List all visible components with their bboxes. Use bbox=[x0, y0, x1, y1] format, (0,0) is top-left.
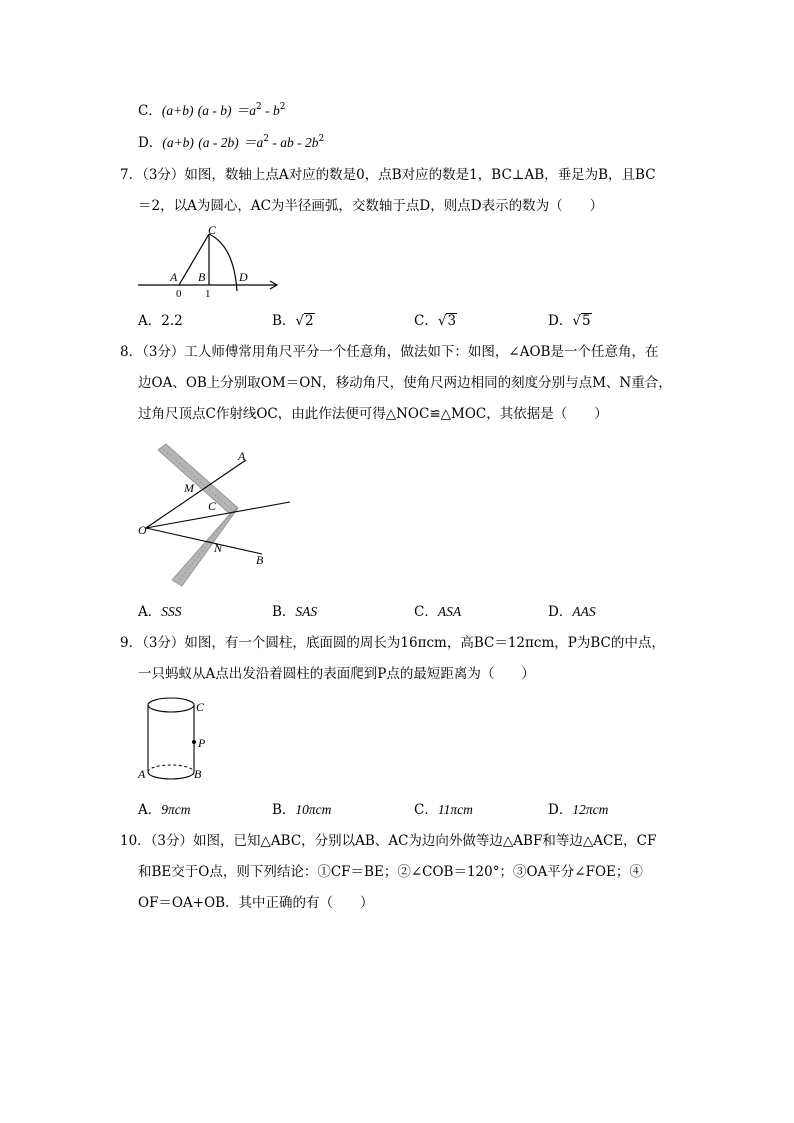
q8-text-line2: 边OA、OB上分别取OM＝ON，移动角尺，使角尺两边相同的刻度分别与点M、N重合， bbox=[138, 375, 672, 391]
q8-option-d-letter: D． bbox=[548, 604, 573, 620]
q9-option-a-text: 9πcm bbox=[161, 802, 191, 817]
tick-0: 0 bbox=[176, 288, 182, 300]
q7-text-line1: 7．（3分）如图，数轴上点A对应的数是0，点B对应的数是1，BC⊥AB，垂足为B，且BC bbox=[120, 167, 656, 183]
label-C: C bbox=[196, 700, 205, 714]
cylinder-bottom-front bbox=[148, 772, 194, 779]
cylinder-top bbox=[148, 698, 194, 712]
sqrt-icon: √2 bbox=[295, 313, 314, 329]
q7-option-b-text: 2 bbox=[305, 313, 314, 329]
label-B: B bbox=[198, 270, 206, 284]
q8-option-c-letter: C． bbox=[414, 604, 438, 620]
label-O: O bbox=[138, 523, 147, 537]
q9-option-c-letter: C． bbox=[414, 802, 438, 818]
q10-text-line3: OF＝OA+OB．其中正确的有（ ） bbox=[138, 895, 374, 911]
q6-option-d-eq: ＝a bbox=[243, 135, 264, 150]
point-P bbox=[192, 740, 196, 744]
q9-option-d-letter: D． bbox=[548, 802, 573, 818]
label-P: P bbox=[198, 736, 206, 750]
q8-option-a[interactable] bbox=[138, 603, 182, 621]
q9-cylinder-figure bbox=[134, 690, 224, 786]
label-N: N bbox=[214, 541, 223, 555]
q6-option-c-exp1: 2 bbox=[256, 102, 262, 112]
q7-option-d[interactable] bbox=[548, 312, 592, 330]
q6-option-d-expr-a: (a+b) bbox=[162, 135, 194, 150]
q8-text-line1: 8．（3分）工人师傅常用角尺平分一个任意角，做法如下：如图，∠AOB是一个任意角，在 bbox=[120, 344, 659, 360]
q9-option-a-letter: A． bbox=[138, 802, 162, 818]
q9-text-line2: 一只蚂蚁从A点出发沿着圆柱的表面爬到P点的最短距离为（ ） bbox=[138, 666, 535, 682]
q9-text-line1: 9．（3分）如图，有一个圆柱，底面圆的周长为16πcm，高BC＝12πcm，P为BC的中点， bbox=[120, 635, 665, 651]
q9-option-c[interactable] bbox=[414, 801, 473, 819]
q6-option-c-expr-a: (a+b) bbox=[161, 103, 194, 118]
q6-option-c bbox=[138, 102, 286, 120]
q7-option-c[interactable] bbox=[414, 312, 457, 330]
q8-option-a-text: SSS bbox=[161, 604, 182, 619]
label-A: A bbox=[170, 270, 178, 284]
q8-option-d-text: AAS bbox=[572, 604, 596, 619]
q9-option-d-text: 12πcm bbox=[572, 802, 609, 817]
cylinder-bottom-back bbox=[148, 765, 194, 772]
arc-CD bbox=[209, 234, 237, 291]
q7-option-b-letter: B． bbox=[272, 313, 296, 329]
label-M: M bbox=[184, 481, 194, 495]
q6-option-d bbox=[138, 134, 324, 152]
q10-text-line1: 10．（3分）如图，已知△ABC，分别以AB、AC为边向外做等边△ABF和等边△ACE，CF bbox=[120, 833, 657, 849]
q6-option-d-mid: - ab - 2b bbox=[269, 135, 319, 150]
q8-option-a-letter: A． bbox=[138, 604, 162, 620]
q7-option-c-letter: C． bbox=[414, 313, 438, 329]
q7-option-a[interactable] bbox=[138, 312, 183, 330]
q6-option-d-letter: D． bbox=[138, 135, 163, 151]
q9-option-d[interactable] bbox=[548, 801, 608, 819]
q9-option-c-text: 11πcm bbox=[437, 802, 473, 817]
tick-1: 1 bbox=[205, 288, 211, 300]
ray-OC bbox=[146, 502, 290, 528]
label-A: A bbox=[238, 449, 246, 463]
q6-option-d-exp1: 2 bbox=[263, 134, 270, 144]
q6-option-c-eq: ＝a bbox=[235, 103, 257, 118]
sqrt-icon: √3 bbox=[437, 313, 457, 329]
q8-option-c-text: ASA bbox=[437, 604, 462, 619]
label-C: C bbox=[208, 224, 217, 237]
label-A: A bbox=[138, 767, 146, 781]
q7-option-d-text: 5 bbox=[581, 313, 591, 329]
sqrt-icon: √5 bbox=[572, 313, 591, 329]
q6-option-c-exp2: 2 bbox=[279, 102, 286, 112]
q7-option-a-letter: A． bbox=[138, 313, 162, 329]
q8-angle-ruler-figure bbox=[134, 440, 304, 588]
q7-option-b[interactable] bbox=[272, 312, 315, 330]
label-C: C bbox=[208, 499, 217, 513]
q9-option-b[interactable] bbox=[272, 801, 331, 819]
q8-text-line3: 过角尺顶点C作射线OC，由此作法便可得△NOC≌△MOC，其依据是（ ） bbox=[138, 406, 608, 422]
q6-option-d-expr-b: (a - 2b) bbox=[198, 135, 239, 150]
q8-option-c[interactable] bbox=[414, 603, 461, 621]
label-B: B bbox=[256, 553, 264, 567]
q6-option-c-letter: C． bbox=[138, 103, 162, 119]
q6-option-d-exp2: 2 bbox=[318, 134, 325, 144]
q8-option-b[interactable] bbox=[272, 603, 317, 621]
q7-number-line-figure bbox=[134, 224, 284, 300]
q6-option-c-mid: - b bbox=[261, 103, 280, 118]
q8-option-b-letter: B． bbox=[272, 604, 296, 620]
label-B: B bbox=[194, 767, 202, 781]
q9-option-b-letter: B． bbox=[272, 802, 296, 818]
q7-text-line2: ＝2，以A为圆心，AC为半径画弧，交数轴于点D，则点D表示的数为（ ） bbox=[138, 198, 604, 214]
q10-text-line2: 和BE交于O点，则下列结论：①CF＝BE；②∠COB＝120°；③OA平分∠FOE；④ bbox=[138, 864, 643, 880]
q9-option-a[interactable] bbox=[138, 801, 191, 819]
q7-option-a-text: 2.2 bbox=[161, 313, 183, 329]
carpenter-square-icon bbox=[158, 444, 238, 586]
q7-option-c-text: 3 bbox=[447, 313, 457, 329]
q8-option-b-text: SAS bbox=[295, 604, 318, 619]
q9-option-b-text: 10πcm bbox=[295, 802, 332, 817]
q8-option-d[interactable] bbox=[548, 603, 596, 621]
q7-option-d-letter: D． bbox=[548, 313, 573, 329]
label-D: D bbox=[239, 270, 248, 284]
q6-option-c-expr-b: (a - b) bbox=[197, 103, 232, 118]
